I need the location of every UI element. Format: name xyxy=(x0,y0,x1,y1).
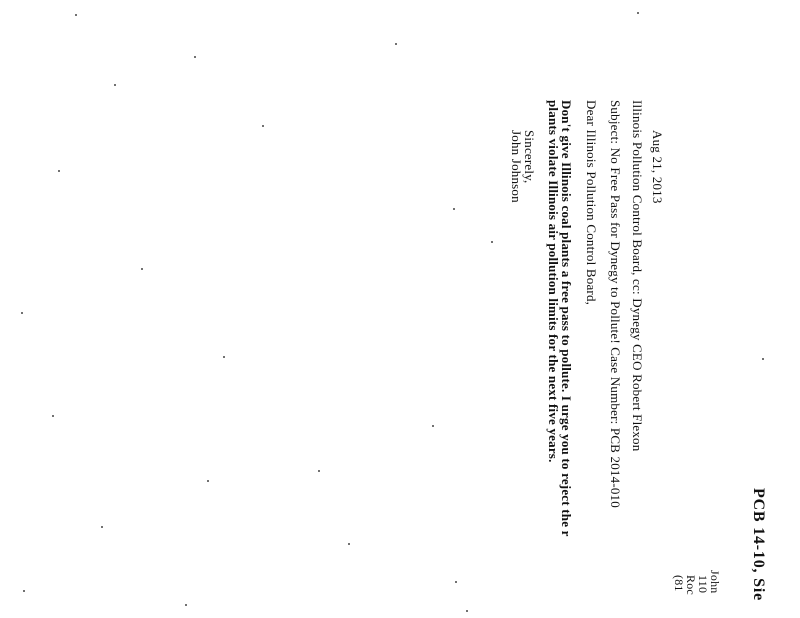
scan-speck xyxy=(395,43,397,45)
scan-speck xyxy=(101,526,103,528)
recipient-line: Illinois Pollution Control Board, cc: Dynegy CEO Robert Flexon xyxy=(630,100,645,452)
scan-speck xyxy=(23,590,25,592)
body-line-2: plants violate Illinois air pollution limits for the next five years. xyxy=(546,100,561,463)
scan-speck xyxy=(207,480,209,482)
scan-speck xyxy=(453,208,455,210)
scan-speck xyxy=(348,543,350,545)
scan-speck xyxy=(432,425,434,427)
scan-speck xyxy=(455,581,457,583)
scan-speck xyxy=(318,470,320,472)
case-header: PCB 14-10, Sie xyxy=(750,488,767,601)
scan-speck xyxy=(58,170,60,172)
scan-speck xyxy=(262,125,264,127)
scan-speck xyxy=(114,84,116,86)
signature: John Johnson xyxy=(509,130,524,203)
subject-line: Subject: No Free Pass for Dynegy to Pollute! Case Number: PCB 2014-010 xyxy=(608,100,623,508)
scan-speck xyxy=(185,604,187,606)
scan-speck xyxy=(194,56,196,58)
sender-line-1: John xyxy=(708,570,722,594)
scan-speck xyxy=(21,312,23,314)
salutation: Dear Illinois Pollution Control Board, xyxy=(584,100,599,306)
scan-speck xyxy=(466,610,468,612)
closing: Sincerely, xyxy=(522,130,537,184)
sender-line-4: (81 xyxy=(672,575,686,592)
scan-speck xyxy=(223,356,225,358)
scan-speck xyxy=(52,415,54,417)
sender-line-2: 110 xyxy=(696,575,710,594)
scan-speck xyxy=(491,241,493,243)
scan-speck xyxy=(762,358,764,360)
scan-speck xyxy=(637,12,639,14)
scan-speck xyxy=(75,14,77,16)
sender-line-3: Roc xyxy=(684,575,698,595)
body-line-1: Don't give Illinois coal plants a free pass to pollute. I urge you to reject the r xyxy=(559,100,574,537)
letter-date: Aug 21, 2013 xyxy=(650,130,665,204)
scan-speck xyxy=(141,268,143,270)
